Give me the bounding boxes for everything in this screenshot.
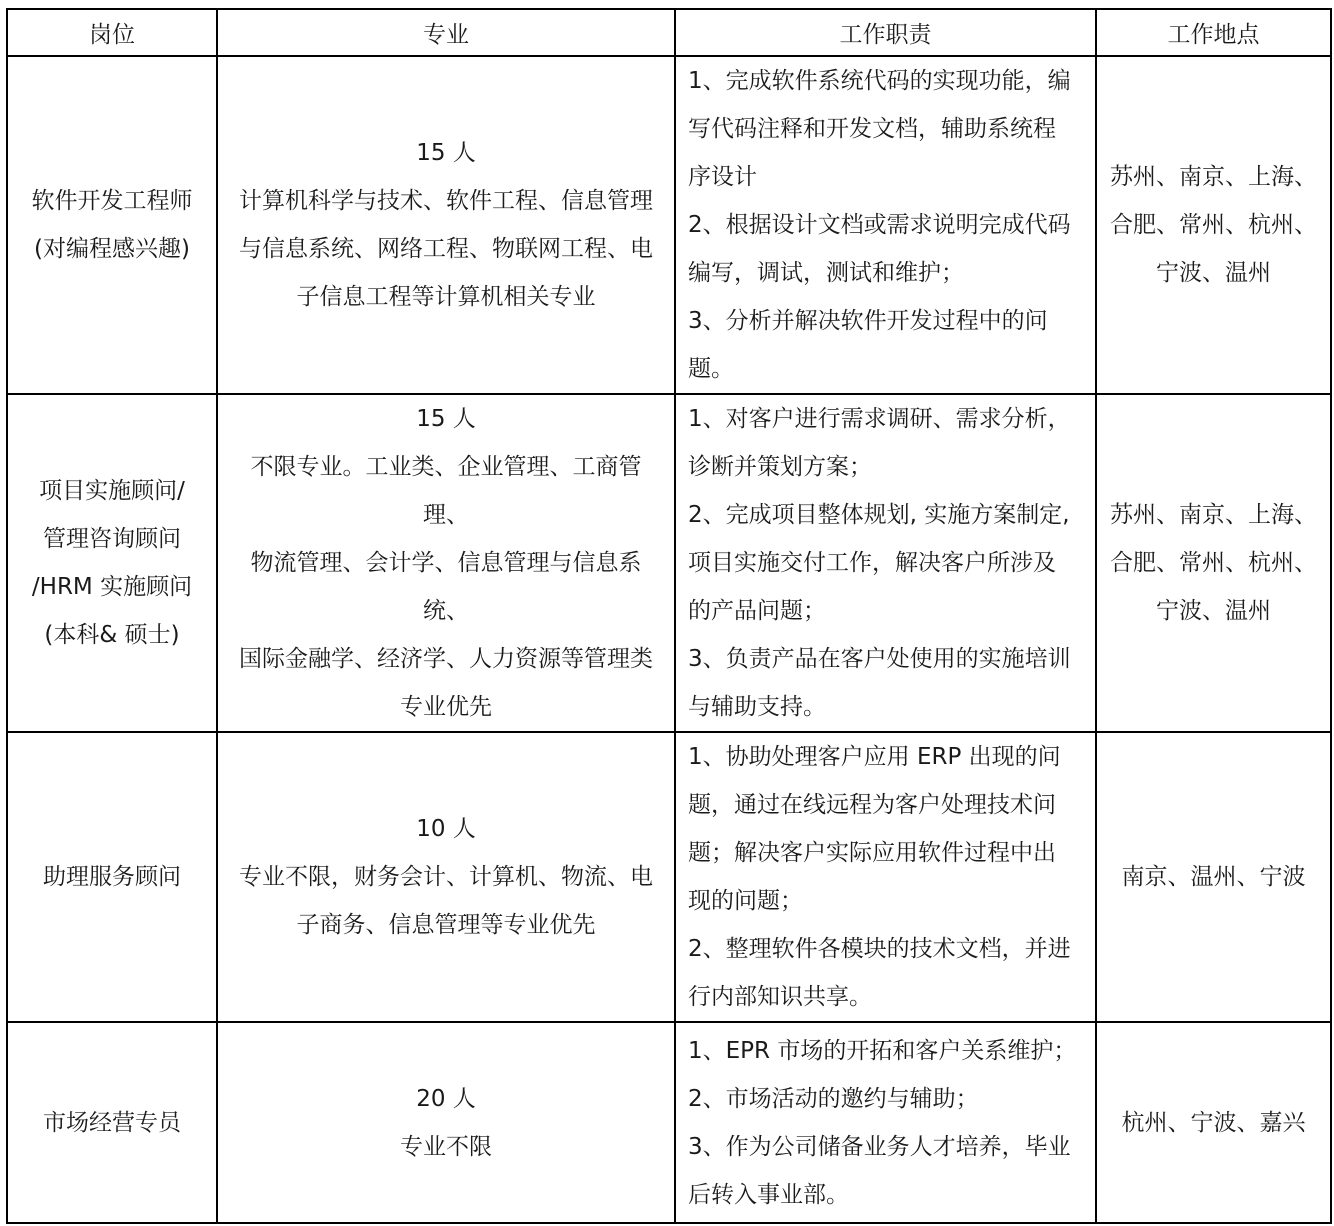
major-line: 物流管理、会计学、信息管理与信息系统、	[250, 550, 642, 624]
table-row	[7, 56, 1331, 394]
position-line: 项目实施顾问/	[39, 478, 185, 504]
position-line: /HRM 实施顾问	[31, 574, 193, 600]
position-cell	[7, 1022, 217, 1223]
major-line: 不限专业。工业类、企业管理、工商管理、	[250, 454, 642, 528]
location-line: 苏州、南京、上海、	[1110, 502, 1317, 528]
headcount: 15 人	[416, 140, 476, 166]
location-cell	[1096, 56, 1331, 394]
location-cell	[1096, 1022, 1331, 1223]
table-header-row	[7, 9, 1331, 56]
duty-line: 2、整理软件各模块的技术文档，并进	[688, 936, 1071, 962]
location-line: 宁波、温州	[1156, 598, 1271, 624]
duty-line: 序设计	[688, 164, 757, 190]
headcount: 10 人	[416, 816, 476, 842]
location-line: 杭州、宁波、嘉兴	[1121, 1109, 1306, 1136]
duty-line: 1、对客户进行需求调研、需求分析，	[688, 406, 1071, 432]
location-line: 南京、温州、宁波	[1121, 864, 1306, 890]
duty-line: 题，通过在线远程为客户处理技术问	[688, 792, 1056, 818]
duty-line: 3、分析并解决软件开发过程中的问	[688, 308, 1048, 334]
major-line: 专业优先	[400, 694, 492, 720]
position-line: (本科& 硕士)	[44, 622, 180, 648]
duty-line: 与辅助支持。	[688, 694, 826, 720]
major-cell	[217, 394, 675, 732]
duty-line: 项目实施交付工作，解决客户所涉及	[688, 550, 1056, 576]
major-line: 子商务、信息管理等专业优先	[296, 912, 596, 938]
duty-line: 后转入事业部。	[688, 1181, 849, 1208]
position-cell	[7, 394, 217, 732]
header-position: 岗位	[7, 9, 217, 56]
job-positions-table	[6, 8, 1332, 1224]
duty-line: 诊断并策划方案；	[688, 454, 872, 480]
duty-line: 1、EPR 市场的开拓和客户关系维护；	[688, 1037, 1077, 1064]
header-location: 工作地点	[1096, 9, 1331, 56]
duty-line: 2、根据设计文档或需求说明完成代码	[688, 212, 1071, 238]
location-cell	[1096, 732, 1331, 1022]
major-cell	[217, 732, 675, 1022]
duty-line: 2、完成项目整体规划, 实施方案制定,	[688, 502, 1070, 528]
duty-line: 写代码注释和开发文档，辅助系统程	[688, 116, 1056, 142]
duty-line: 1、完成软件系统代码的实现功能，编	[688, 68, 1071, 94]
duty-line: 行内部知识共享。	[688, 984, 872, 1010]
major-line: 国际金融学、经济学、人力资源等管理类	[239, 646, 653, 672]
table-row	[7, 394, 1331, 732]
duties-cell	[675, 56, 1096, 394]
duty-line: 编写，调试，测试和维护；	[688, 260, 964, 286]
table-row	[7, 732, 1331, 1022]
major-line: 专业不限，财务会计、计算机、物流、电	[239, 864, 653, 890]
position-line: (对编程感兴趣)	[34, 236, 190, 262]
table-row	[7, 1022, 1331, 1223]
duties-cell	[675, 1022, 1096, 1223]
headcount: 20 人	[416, 1085, 476, 1112]
position-cell	[7, 732, 217, 1022]
location-line: 宁波、温州	[1156, 260, 1271, 286]
location-cell	[1096, 394, 1331, 732]
duty-line: 的产品问题；	[688, 598, 826, 624]
location-line: 合肥、常州、杭州、	[1110, 550, 1317, 576]
location-line: 合肥、常州、杭州、	[1110, 212, 1317, 238]
duty-line: 题。	[688, 356, 734, 382]
major-line: 专业不限	[400, 1133, 492, 1160]
location-line: 苏州、南京、上海、	[1110, 164, 1317, 190]
duty-line: 题；解决客户实际应用软件过程中出	[688, 840, 1056, 866]
header-duties: 工作职责	[675, 9, 1096, 56]
position-line: 软件开发工程师	[31, 188, 193, 214]
position-line: 管理咨询顾问	[43, 526, 181, 552]
headcount: 15 人	[416, 406, 476, 432]
major-line: 与信息系统、网络工程、物联网工程、电	[239, 236, 653, 262]
duty-line: 1、协助处理客户应用 ERP 出现的问	[688, 744, 1061, 770]
duty-line: 3、负责产品在客户处使用的实施培训	[688, 646, 1071, 672]
major-cell	[217, 56, 675, 394]
major-line: 计算机科学与技术、软件工程、信息管理	[239, 188, 653, 214]
position-line: 助理服务顾问	[43, 864, 181, 890]
position-line: 市场经营专员	[43, 1109, 181, 1136]
major-cell	[217, 1022, 675, 1223]
duty-line: 现的问题；	[688, 888, 803, 914]
header-major: 专业	[217, 9, 675, 56]
major-line: 子信息工程等计算机相关专业	[296, 284, 596, 310]
duties-cell	[675, 732, 1096, 1022]
duty-line: 3、作为公司储备业务人才培养，毕业	[688, 1133, 1071, 1160]
duty-line: 2、市场活动的邀约与辅助；	[688, 1085, 979, 1112]
position-cell	[7, 56, 217, 394]
duties-cell	[675, 394, 1096, 732]
